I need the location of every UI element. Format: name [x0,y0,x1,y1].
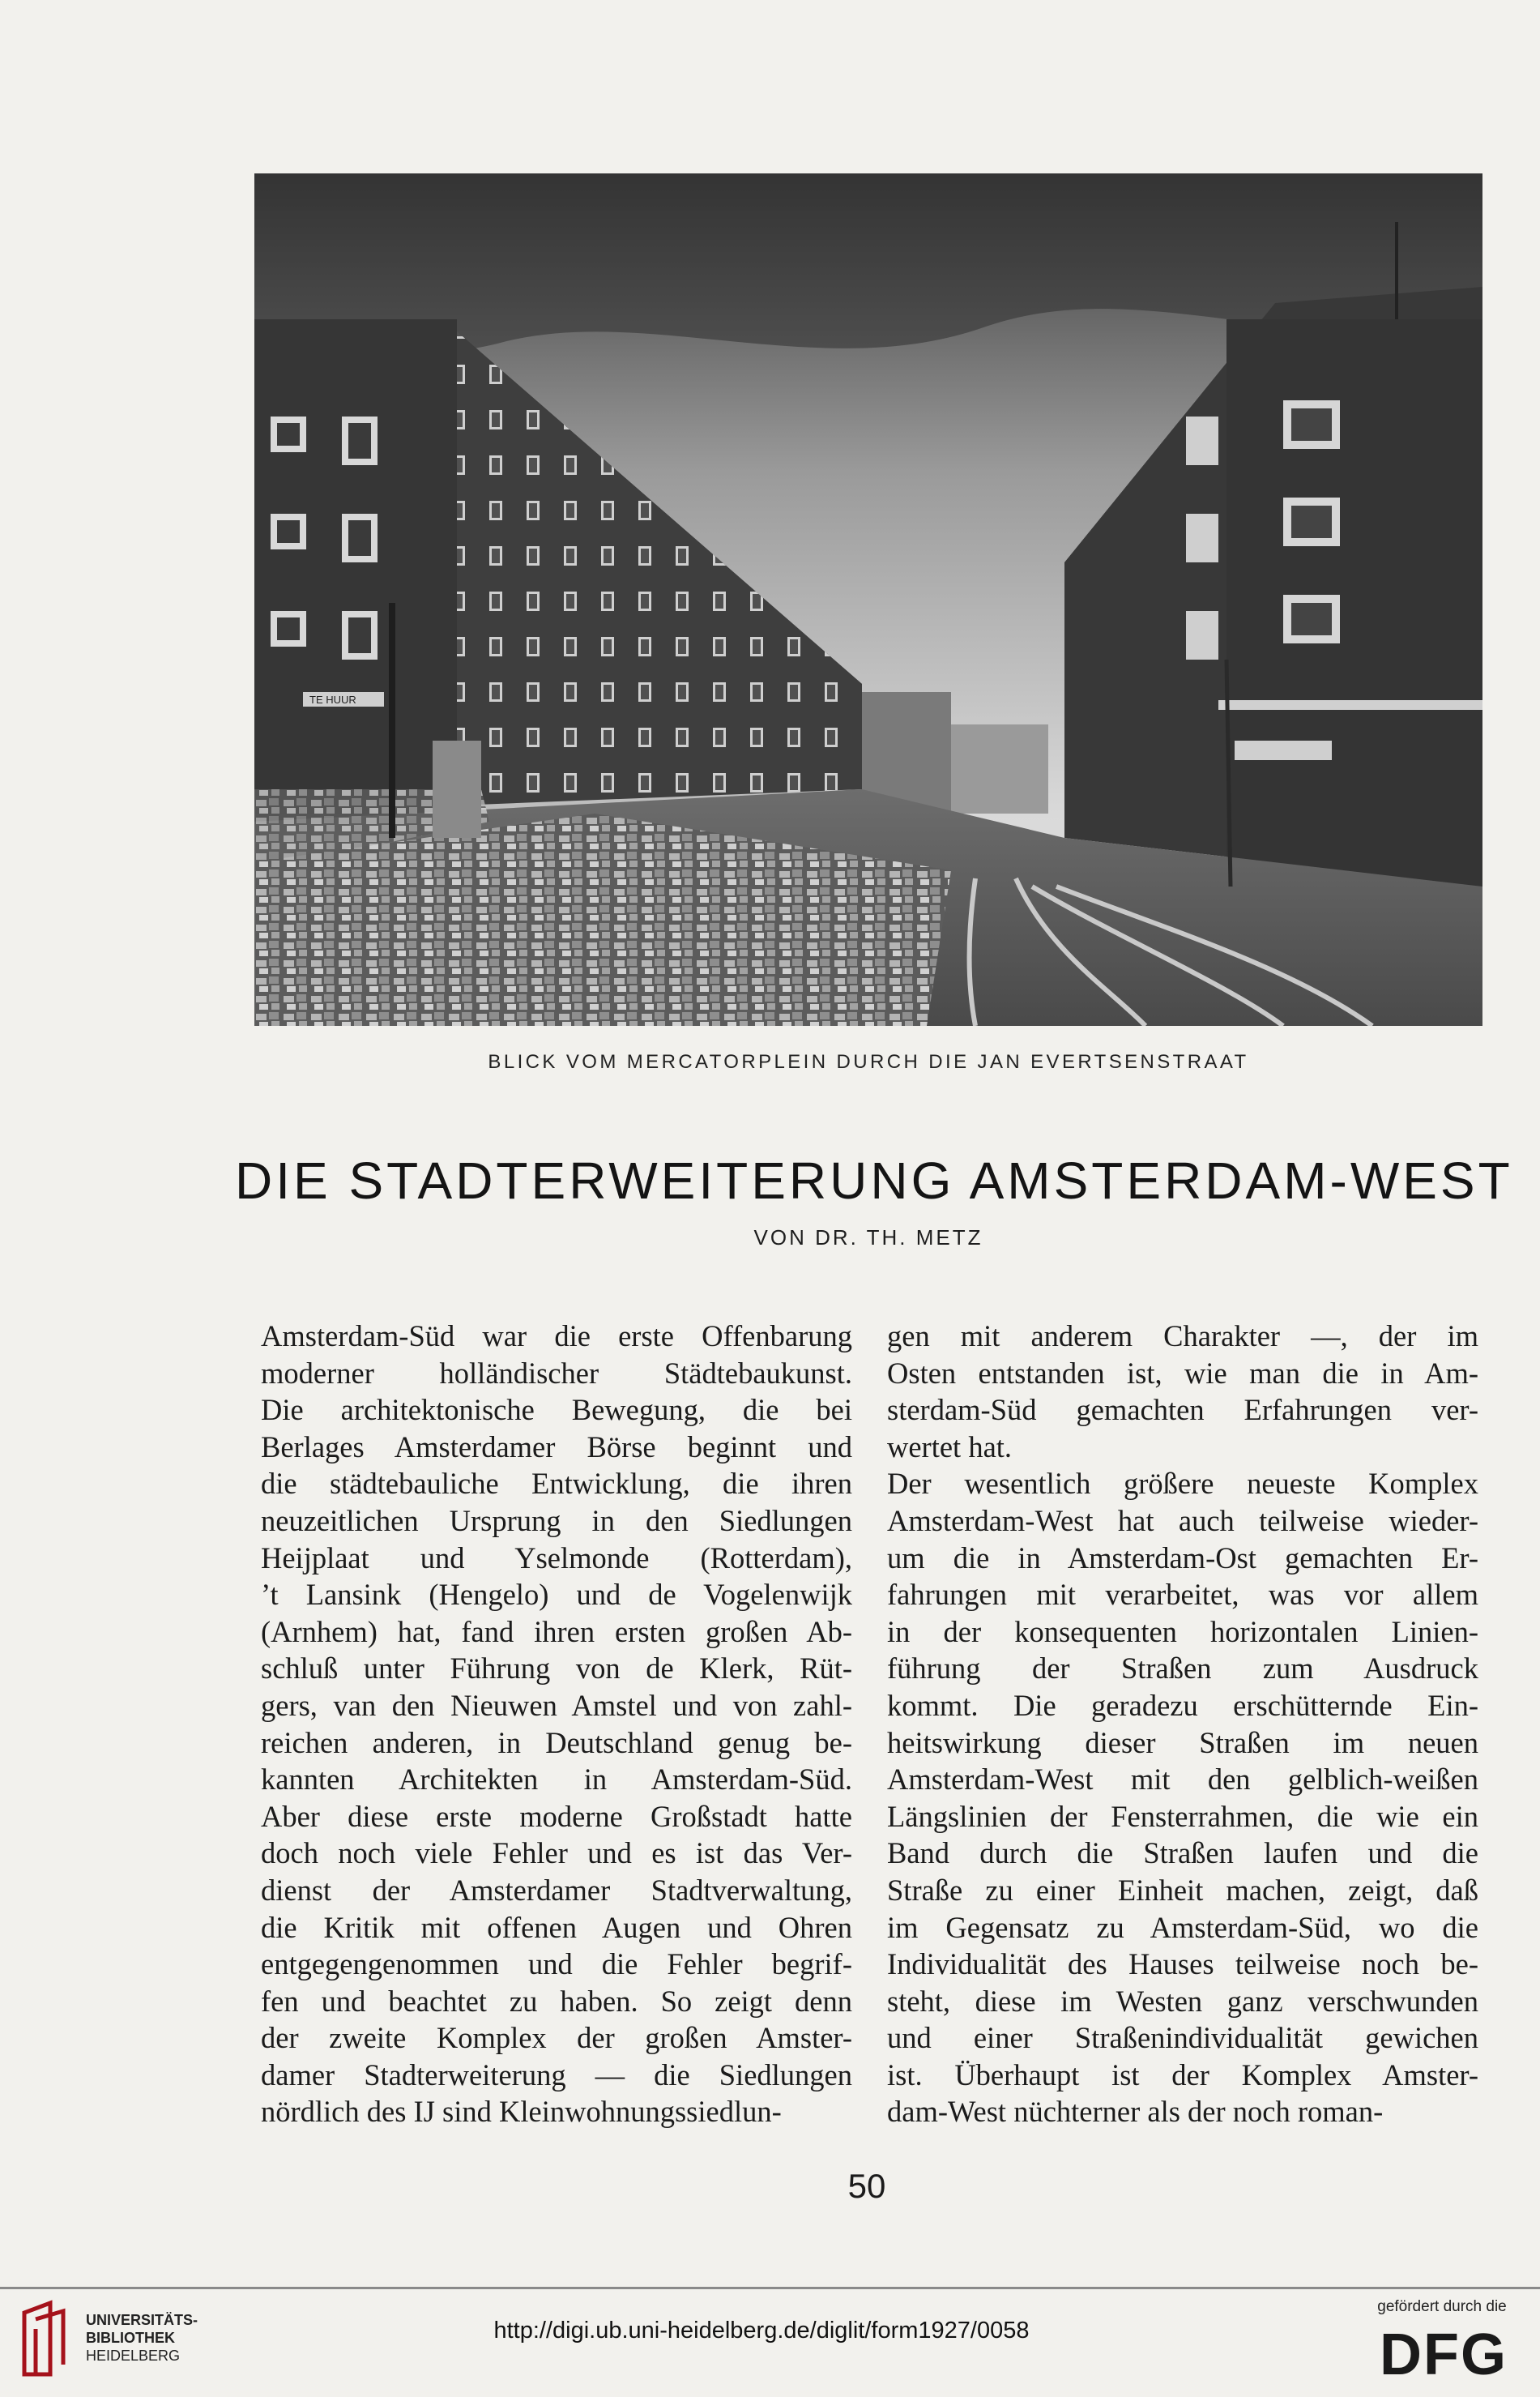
text-line: dam-West nüchterner als der noch roman- [887,2095,1384,2129]
text-line: Der wesentlich größere neueste Komplex [887,1467,1478,1501]
text-line: fahrungen mit verarbeitet, was vor allem [887,1578,1478,1612]
article-title: DIE STADTERWEITERUNG AMSTERDAM-WEST [235,1152,1513,1210]
text-line: gers, van den Nieuwen Amstel und von zahl- [261,1688,852,1722]
photo-caption: BLICK VOM MERCATORPLEIN DURCH DIE JAN EVERTSENSTRAAT [488,1051,1249,1073]
source-url-link[interactable]: http://digi.ub.uni-heidelberg.de/diglit/form1927/0058 [493,2318,1030,2344]
text-line: Längslinien der Fensterrahmen, die wie ein [887,1799,1478,1833]
text-line: im Gegensatz zu Amsterdam-Süd, wo die [887,1910,1478,1944]
text-line: die städtebauliche Entwicklung, die ihren [261,1467,852,1501]
funding-note: gefördert durch die [1377,2298,1507,2315]
text-line: Individualität des Hauses teilweise noch be- [887,1947,1478,1981]
text-line: reichen anderen, in Deutschland genug be- [261,1725,852,1759]
text-line: steht, diese im Westen ganz verschwunden [887,1984,1478,2018]
text-line: wertet hat. [887,1429,1013,1463]
text-line: Osten entstanden ist, wie man die in Am- [887,1356,1478,1390]
text-line: sterdam-Süd gemachten Erfahrungen ver- [887,1393,1478,1427]
text-line: nördlich des IJ sind Kleinwohnungssiedlun- [261,2095,782,2129]
dfg-logo-text: DFG [1380,2322,1508,2382]
text-line: der zweite Komplex der großen Amster- [261,2021,852,2055]
text-line: Heijplaat und Yselmonde (Rotterdam), [261,1540,852,1574]
dfg-logo-icon [1374,2322,1513,2382]
library-line-2: BIBLIOTHEK [86,2330,175,2346]
library-name [86,2311,198,2365]
text-line: schluß unter Führung von de Klerk, Rüt- [261,1651,852,1686]
text-line: Band durch die Straßen laufen und die [887,1836,1478,1870]
text-line: Amsterdam-Süd war die erste Offenbarung [261,1319,852,1352]
right-text-column [887,1318,1478,2130]
text-line: Amsterdam-West hat auch teilweise wieder- [887,1503,1478,1537]
text-line: führung der Straßen zum Ausdruck [887,1651,1478,1686]
text-line: Amsterdam-West mit den gelblich-weißen [887,1762,1478,1797]
university-library-logo-icon [18,2297,75,2381]
text-line: um die in Amsterdam-Ost gemachten Er- [887,1540,1478,1574]
library-line-3: HEIDELBERG [86,2348,181,2364]
text-line: Berlages Amsterdamer Börse beginnt und [261,1429,852,1463]
text-line: gen mit anderem Charakter —, der im [887,1319,1478,1352]
street-photo [254,173,1482,1026]
text-line: dienst der Amsterdamer Stadtverwaltung, [261,1873,852,1907]
text-line: doch noch viele Fehler und es ist das Ver- [261,1836,852,1870]
text-line: kommt. Die geradezu erschütternde Ein- [887,1688,1478,1722]
text-line: (Arnhem) hat, fand ihren ersten großen Ab- [261,1614,852,1648]
text-line: moderner holländischer Städtebaukunst. [261,1356,852,1390]
text-line: damer Stadterweiterung — die Siedlungen [261,2057,852,2092]
footer-divider [0,2287,1540,2289]
text-line: Aber diese erste moderne Großstadt hatte [261,1799,852,1833]
article-byline: VON DR. TH. METZ [753,1225,983,1250]
left-text-column [261,1318,852,2130]
text-line: heitswirkung dieser Straßen im neuen [887,1725,1478,1759]
text-line: neuzeitlichen Ursprung in den Siedlungen [261,1503,852,1537]
text-line: Die architektonische Bewegung, die bei [261,1393,852,1427]
text-line: Straße zu einer Einheit machen, zeigt, daß [887,1873,1478,1907]
text-line: die Kritik mit offenen Augen und Ohren [261,1910,852,1944]
text-line: und einer Straßenindividualität gewichen [887,2021,1478,2055]
text-line: entgegengenommen und die Fehler begrif- [261,1947,852,1981]
text-line: kannten Architekten in Amsterdam-Süd. [261,1762,852,1797]
text-line: ist. Überhaupt ist der Komplex Amster- [887,2057,1478,2092]
text-line: in der konsequenten horizontalen Linien- [887,1614,1478,1648]
text-line: fen und beachtet zu haben. So zeigt denn [261,1984,852,2018]
sign-text: TE HUUR [309,694,356,706]
library-line-1: UNIVERSITÄTS- [86,2312,198,2328]
text-line: ’t Lansink (Hengelo) und de Vogelenwijk [261,1578,852,1612]
page-number: 50 [847,2167,886,2205]
